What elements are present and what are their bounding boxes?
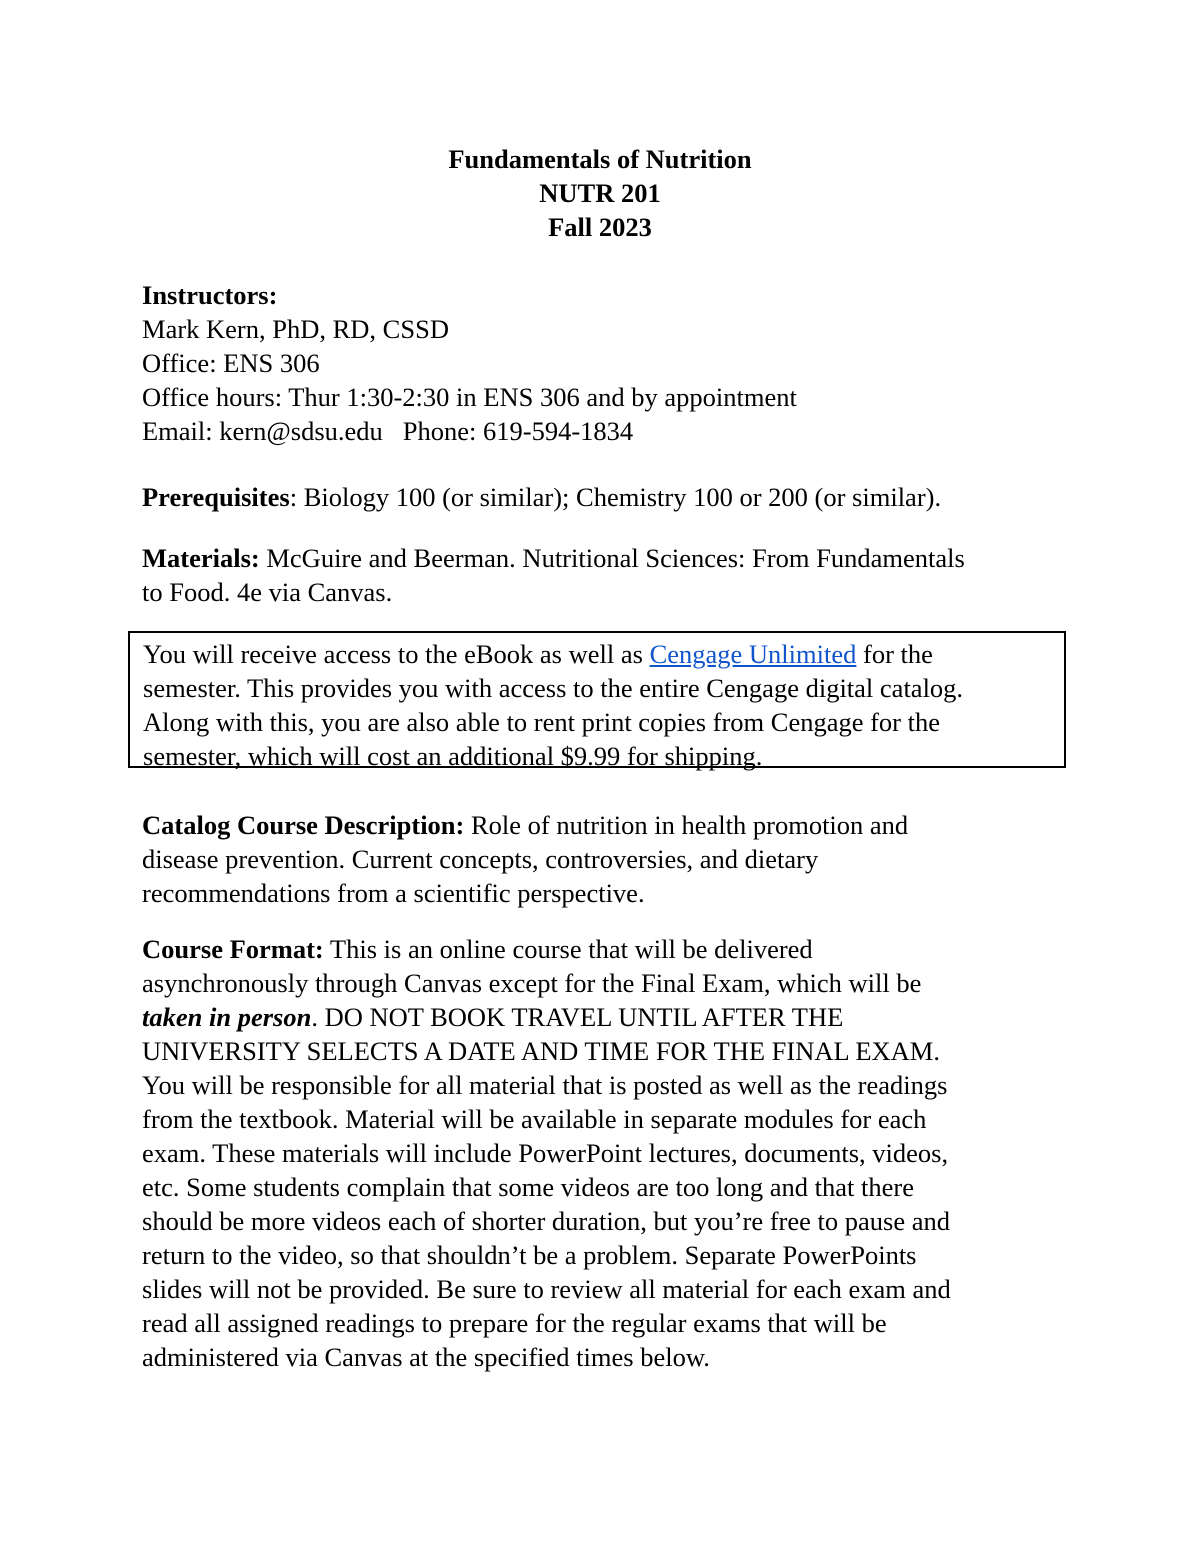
format-line-3: . DO NOT BOOK TRAVEL UNTIL AFTER THE	[311, 1002, 844, 1032]
catalog-line-2: disease prevention. Current concepts, controversies, and dietary	[142, 844, 819, 874]
materials-line-1: McGuire and Beerman. Nutritional Sciences: From Fundamentals	[259, 543, 965, 573]
prerequisites-heading: Prerequisites	[142, 482, 290, 512]
catalog-line-1: Role of nutrition in health promotion and	[464, 810, 909, 840]
catalog-description-section	[142, 808, 1082, 910]
access-line-2: semester. This provides you with access to the entire Cengage digital catalog.	[143, 673, 964, 703]
email-label: Email:	[142, 416, 220, 446]
format-line-6: from the textbook. Material will be available in separate modules for each	[142, 1104, 927, 1134]
instructor-contact	[142, 414, 1062, 448]
format-line-12: read all assigned readings to prepare for the regular exams that will be	[142, 1308, 887, 1338]
instructors-section	[142, 278, 1062, 448]
prerequisites-text: : Biology 100 (or similar); Chemistry 100 or 200 (or similar).	[289, 482, 942, 512]
title-block	[0, 142, 1200, 244]
instructor-office: Office: ENS 306	[142, 348, 320, 378]
materials-line-2: to Food. 4e via Canvas.	[142, 577, 393, 607]
format-line-13: administered via Canvas at the specified times below.	[142, 1342, 710, 1372]
course-code: NUTR 201	[539, 178, 661, 208]
access-line-4: semester, which will cost an additional $9.99 for shipping.	[143, 741, 763, 771]
access-line-3: Along with this, you are also able to rent print copies from Cengage for the	[143, 707, 941, 737]
instructor-name: Mark Kern, PhD, RD, CSSD	[142, 314, 449, 344]
access-line-1-pre: You will receive access to the eBook as well as	[143, 639, 650, 669]
instructor-phone: Phone: 619-594-1834	[402, 416, 634, 446]
format-line-9: should be more videos each of shorter duration, but you’re free to pause and	[142, 1206, 950, 1236]
course-title: Fundamentals of Nutrition	[448, 144, 752, 174]
instructor-email[interactable]: kern@sdsu.edu	[219, 416, 383, 446]
cengage-unlimited-link[interactable]: Cengage Unlimited	[649, 639, 857, 669]
instructors-heading: Instructors:	[142, 280, 278, 310]
catalog-description-heading: Catalog Course Description:	[142, 810, 465, 840]
format-line-5: You will be responsible for all material that is posted as well as the readings	[142, 1070, 948, 1100]
format-line-11: slides will not be provided. Be sure to review all material for each exam and	[142, 1274, 951, 1304]
course-format-heading: Course Format:	[142, 934, 324, 964]
instructor-office-hours: Office hours: Thur 1:30-2:30 in ENS 306 and by appointment	[142, 382, 797, 412]
format-line-4: UNIVERSITY SELECTS A DATE AND TIME FOR THE FINAL EXAM.	[142, 1036, 940, 1066]
course-format-section	[142, 932, 1082, 1374]
format-line-1: This is an online course that will be delivered	[323, 934, 813, 964]
format-line-2: asynchronously through Canvas except for the Final Exam, which will be	[142, 968, 922, 998]
prerequisites-section	[142, 480, 1082, 514]
format-line-10: return to the video, so that shouldn’t be a problem. Separate PowerPoints	[142, 1240, 917, 1270]
document-body	[142, 142, 1062, 448]
materials-heading: Materials:	[142, 543, 260, 573]
format-line-8: etc. Some students complain that some videos are too long and that there	[142, 1172, 914, 1202]
ebook-access-box	[128, 631, 1066, 771]
access-line-1-post: for the	[856, 639, 933, 669]
format-line-7: exam. These materials will include PowerPoint lectures, documents, videos,	[142, 1138, 949, 1168]
materials-section	[142, 541, 1082, 609]
course-term: Fall 2023	[548, 212, 652, 242]
catalog-line-3: recommendations from a scientific perspective.	[142, 878, 645, 908]
format-in-person-emphasis: taken in person	[142, 1002, 312, 1032]
